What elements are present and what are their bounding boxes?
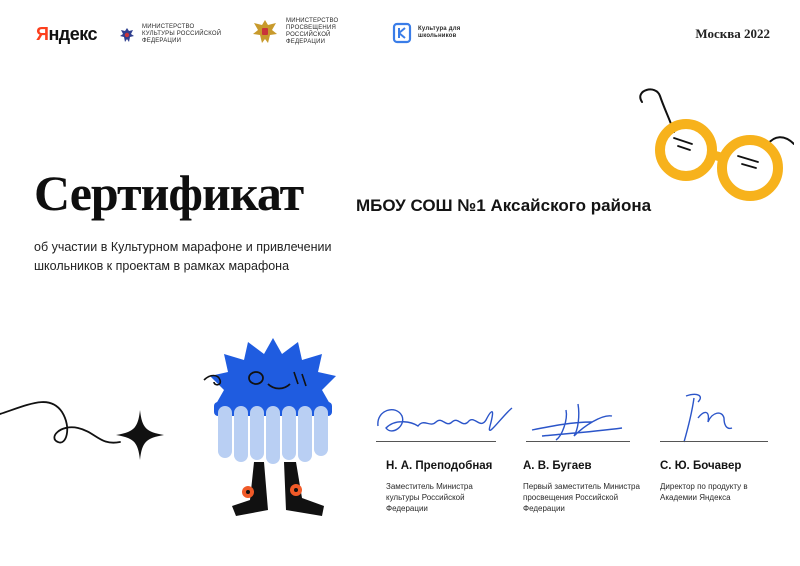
certificate-description: об участии в Культурном марафоне и привлечении школьников к проектам в рамках марафона	[34, 240, 332, 273]
character-illustration	[198, 334, 348, 520]
sparkle-icon	[116, 410, 164, 460]
yandex-logo	[36, 24, 97, 45]
signatory-role: Заместитель Министра культуры Российской Федерации	[386, 482, 473, 513]
certificate-title: Сертификат	[34, 165, 304, 221]
signature-line-2	[526, 441, 630, 442]
yandex-logo-first-letter: Я	[36, 24, 49, 44]
city-year: Москва 2022	[695, 26, 770, 41]
signatory-name: С. Ю. Бочавер	[660, 460, 742, 472]
signatory-name: Н. А. Преподобная	[386, 460, 493, 472]
signature-line-1	[376, 441, 496, 442]
signatory-name: А. В. Бугаев	[523, 460, 592, 472]
eagle-emblem-icon	[250, 18, 280, 46]
culture-logo-icon	[392, 22, 412, 44]
ministry-education-logo	[250, 18, 368, 46]
signature-3	[668, 388, 758, 448]
signatory-role: Первый заместитель Министра просвещения Российской Федерации	[523, 482, 640, 513]
recipient-name: МБОУ СОШ №1 Аксайского района	[356, 196, 652, 215]
ministry-culture-text: МИНИСТЕРСТВО КУЛЬТУРЫ РОССИЙСКОЙ ФЕДЕРАЦИИ	[142, 24, 222, 44]
yandex-logo-rest: ндекс	[48, 24, 98, 44]
signature-line-3	[660, 441, 768, 442]
signature-1	[372, 396, 522, 446]
signatory-role: Директор по продукту в Академии Яндекса	[660, 482, 748, 502]
eagle-emblem-icon	[118, 26, 136, 44]
ministry-culture-logo	[118, 24, 224, 45]
culture-for-students-logo	[392, 22, 478, 44]
signature-2	[522, 396, 632, 446]
culture-for-students-text: Культура для школьников	[418, 26, 461, 39]
glasses-illustration	[634, 84, 794, 204]
ministry-education-text: МИНИСТЕРСТВО ПРОСВЕЩЕНИЯ РОССИЙСКОЙ ФЕДЕРАЦИИ	[286, 18, 339, 45]
